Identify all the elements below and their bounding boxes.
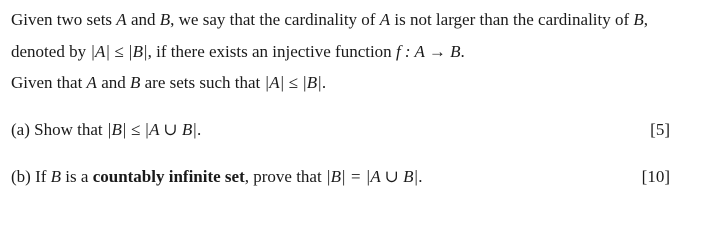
text-segment: If: [35, 167, 51, 186]
text-segment: , prove that: [244, 167, 326, 186]
bold-term: countably infinite set: [92, 167, 245, 186]
math-var: A: [116, 10, 127, 29]
text-segment: .: [321, 73, 327, 92]
part-label: (a): [11, 120, 30, 139]
text-segment: Show that: [34, 120, 107, 139]
math-var: B: [50, 167, 62, 186]
text-segment: denoted by: [11, 42, 91, 61]
text-segment: Given that: [11, 73, 87, 92]
text-segment: are sets such that: [140, 73, 265, 92]
text-segment: ,: [643, 10, 649, 29]
text-segment: .: [460, 42, 465, 61]
math-expression: |A| ≤ |B|: [264, 73, 322, 92]
part-a-marks: [5]: [650, 120, 670, 139]
math-var: A: [379, 10, 391, 29]
text-segment: .: [196, 120, 202, 139]
text-segment: , we say that the cardinality of: [170, 10, 380, 29]
text-segment: is not larger than the cardinality of: [390, 10, 634, 29]
text-segment: , if there exists an injective function: [147, 42, 396, 61]
math-expression: |A| ≤ |B|: [90, 42, 148, 61]
intro-line-3: [11, 73, 326, 93]
math-var: B: [633, 10, 644, 29]
text-segment: and: [96, 73, 130, 92]
text-segment: is a: [61, 167, 93, 186]
math-var: B: [129, 73, 141, 92]
part-b-marks: [10]: [641, 167, 670, 186]
text-segment: and: [126, 10, 160, 29]
math-expression: |B| ≤ |A ∪ B|: [106, 120, 197, 139]
math-expression: f : A → B: [395, 42, 461, 61]
part-b-text: [11, 167, 422, 187]
intro-line-2: [11, 42, 465, 62]
text-segment: .: [418, 167, 423, 186]
intro-line-1: [11, 10, 648, 30]
math-expression: |B| = |A ∪ B|: [325, 167, 419, 186]
math-var: A: [86, 73, 97, 92]
math-var: B: [159, 10, 171, 29]
part-label: (b): [11, 167, 31, 186]
part-a-text: [11, 120, 201, 140]
text-segment: Given two sets: [11, 10, 117, 29]
